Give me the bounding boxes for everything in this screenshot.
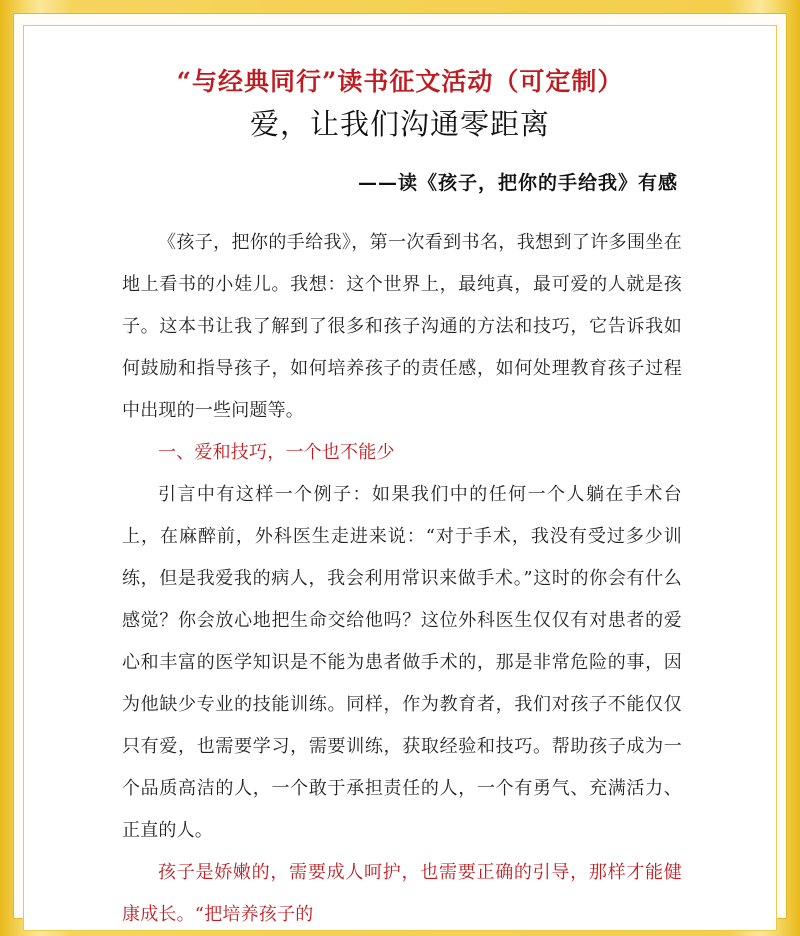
document-title: “与经典同行”读书征文活动（可定制）: [176, 67, 624, 96]
document-body: [122, 222, 682, 936]
paragraph-highlight: 孩子是娇嫩的，需要成人呵护，也需要正确的引导，那样才能健康成长。“把培养孩子的: [122, 862, 682, 925]
paragraph-example: 引言中有这样一个例子：如果我们中的任何一个人躺在手术台上，在麻醉前，外科医生走进来说：“对于手术，我没有受过多少训练，但是我爱我的病人，我会利用常识来做手术。”这时的你会有什么感觉？你会放心地把生命交给他吗？这位外科医生仅仅有对患者的爱心和丰富的医学知识是不能为患者做手术的，那是非常危险的事，因为他缺少专业的技能训练。同样，作为教育者，我们对孩子不能仅仅只有爱，也需要学习，需要训练，获取经验和技巧。帮助孩子成为一个品质高洁的人，一个敢于承担责任的人，一个有勇气、充满活力、正直的人。: [122, 484, 682, 841]
document-page: [24, 26, 776, 925]
paragraph-intro: 《孩子，把你的手给我》，第一次看到书名，我想到了许多围坐在地上看书的小娃儿。我想：这个世界上，最纯真，最可爱的人就是孩子。这本书让我了解到了很多和孩子沟通的方法和技巧，它告诉我如何鼓励和指导孩子，如何培养孩子的责任感，如何处理教育孩子过程中出现的一些问题等。: [122, 232, 682, 421]
section-heading-1: 一、爱和技巧，一个也不能少: [158, 442, 395, 463]
document-subtitle: 爱，让我们沟通零距离: [249, 107, 550, 141]
document-byline: ——读《孩子，把你的手给我》有感: [357, 172, 678, 194]
